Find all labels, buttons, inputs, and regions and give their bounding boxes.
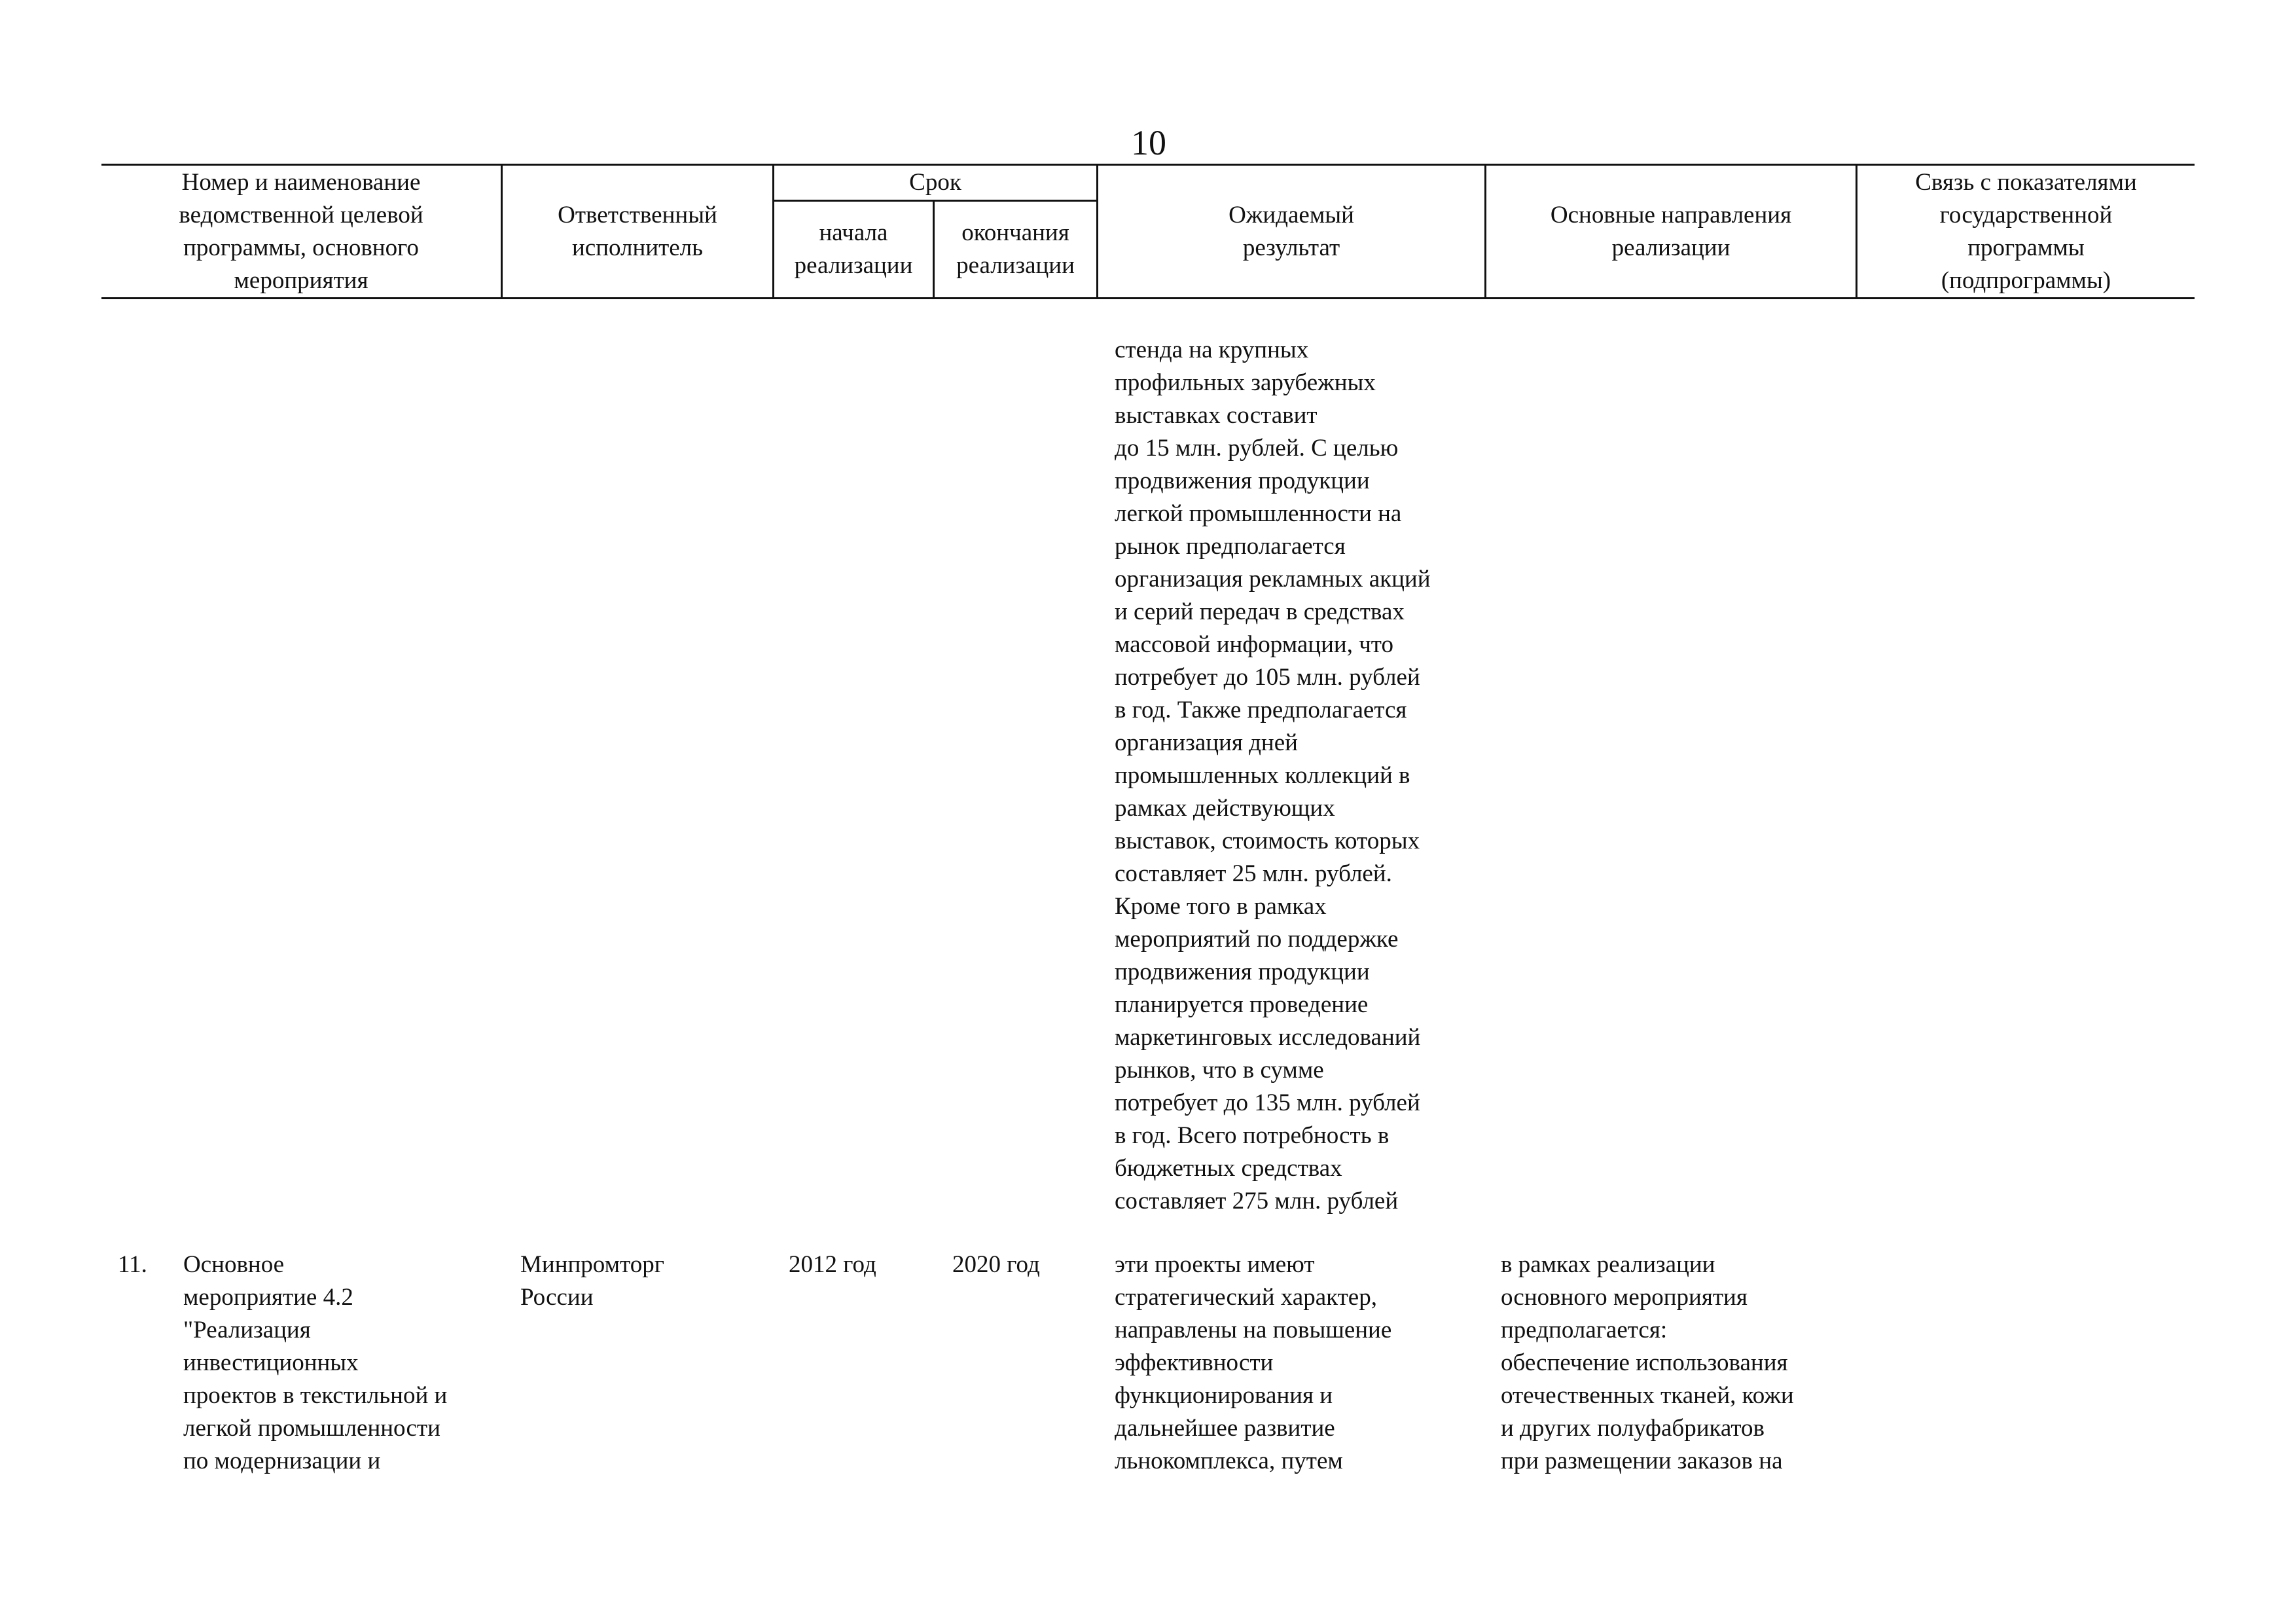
header-program: Номер и наименование ведомственной целевой программы, основного мероприятия bbox=[179, 168, 423, 294]
header-bottom-rule bbox=[101, 297, 2195, 299]
header-result: Ожидаемый результат bbox=[1229, 201, 1354, 261]
header-indicators: Связь с показателями государственной программы (подпрограммы) bbox=[1915, 168, 2137, 294]
row-start: 2012 год bbox=[789, 1251, 876, 1278]
page-number: 10 bbox=[1131, 123, 1166, 162]
row-directions: в рамках реализации основного мероприятия предполагается: обеспечение использования отечественных тканей, кожи и других полуфабрикатов при размещении заказов на bbox=[1501, 1251, 1794, 1474]
row-result: эти проекты имеют стратегический характер, направлены на повышение эффективности функционирования и дальнейшее развитие льнокомплекса, путем bbox=[1115, 1251, 1392, 1474]
header-executor: Ответственный исполнитель bbox=[558, 201, 717, 261]
row-executor: Минпромторг России bbox=[520, 1251, 664, 1311]
row-number: 11. bbox=[118, 1251, 147, 1278]
row-program: Основное мероприятие 4.2 "Реализация инвестиционных проектов в текстильной и легкой промышленности по модернизации и bbox=[183, 1251, 448, 1474]
header-term-end: окончания реализации bbox=[956, 219, 1075, 279]
header-directions: Основные направления реализации bbox=[1550, 201, 1792, 261]
header-term-start: начала реализации bbox=[794, 219, 913, 279]
header-term: Срок bbox=[909, 169, 961, 196]
continued-result-text: стенда на крупных профильных зарубежных выставках составит до 15 млн. рублей. С целью продвижения продукции легкой промышленности на рынок предполагается организация рекламных акций и серий передач в средствах массовой информации, что потребует до 105 млн. рублей в год. Также предполагается организация дней промышленных коллекций в рамках действующих выставок, стоимость которых составляет 25 млн. рублей. Кроме того в рамках мероприятий по поддержке продвижения продукции планируется проведение маркетинговых исследований рынков, что в сумме потребует до 135 млн. рублей в год. Всего потребность в бюджетных средствах составляет 275 млн. рублей bbox=[1115, 337, 1431, 1214]
row-end: 2020 год bbox=[952, 1251, 1040, 1278]
